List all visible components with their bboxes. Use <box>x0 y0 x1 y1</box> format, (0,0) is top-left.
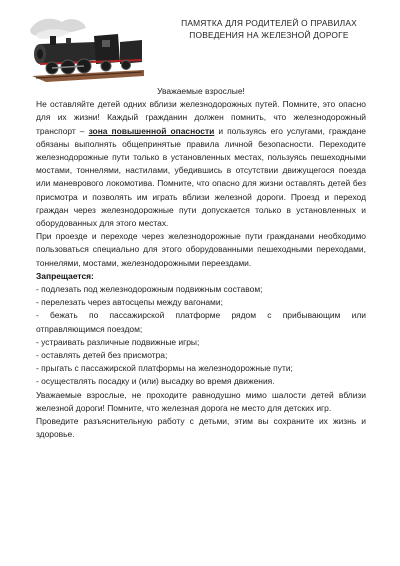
list-item: - бежать по пассажирской платформе рядом с прибывающим или отправляющимся поездом; <box>36 309 366 335</box>
header <box>0 0 400 86</box>
list-item: - подлезать под железнодорожным подвижным составом; <box>36 283 366 296</box>
paragraph-2: При проезде и переходе через железнодорожные пути гражданами необходимо пользоваться специально для этого оборудованными пешеходными переходами, тоннелями, мостами, железнодорожными переездами. <box>36 231 366 268</box>
steam-locomotive-icon <box>26 14 146 84</box>
list-item: - устраивать различные подвижные игры; <box>36 336 366 349</box>
greeting: Уважаемые взрослые! <box>157 86 245 96</box>
paragraph-1-end: и пользуясь его услугами, граждане обязаны выполнять общепринятые правила личной безопасности. Переходите железнодорожные пути только в установленных местах, пользуясь пешеходными мостами, тоннелями, настилами, убедившись в отсутствии движущегося поезда или маневрового локомотива. Помните, что опасно для жизни оставлять детей без присмотра и позволять им играть вблизи железной дороги. Проезд и переход граждан через железнодорожные пути допускается только в установленных и оборудованных для этого местах. <box>36 125 366 229</box>
title-line-1: ПАМЯТКА ДЛЯ РОДИТЕЛЕЙ О ПРАВИЛАХ <box>181 18 357 28</box>
paragraph-1-start: Не оставляйте детей одних вблизи железнодорожных путей. Помните, это опасно для их жизни! Каждый гражданин должен помнить, что железнодорожный транспорт – <box>36 99 366 136</box>
document-title <box>160 18 378 41</box>
list-item: - перелезать через автосцепы между вагонами; <box>36 296 366 309</box>
title-line-2: ПОВЕДЕНИЯ НА ЖЕЛЕЗНОЙ ДОРОГЕ <box>189 29 349 40</box>
paragraph-3: Уважаемые взрослые, не проходите равнодушно мимо шалости детей вблизи железной дороги! Помните, что железная дорога не место для детских игр. <box>36 389 366 413</box>
list-item: - оставлять детей без присмотра; <box>36 349 366 362</box>
forbidden-list <box>36 283 366 389</box>
list-item: - осуществлять посадку и (или) высадку во время движения. <box>36 375 366 388</box>
paragraph-1 <box>36 98 366 230</box>
list-item: - прыгать с пассажирской платформы на железнодорожные пути; <box>36 362 366 375</box>
document-body <box>36 85 366 441</box>
danger-zone-highlight: зона повышенной опасности <box>88 125 215 136</box>
paragraph-4: Проведите разъяснительную работу с детьми, этим вы сохраните их жизнь и здоровье. <box>36 416 366 440</box>
forbidden-heading: Запрещается: <box>36 270 94 281</box>
